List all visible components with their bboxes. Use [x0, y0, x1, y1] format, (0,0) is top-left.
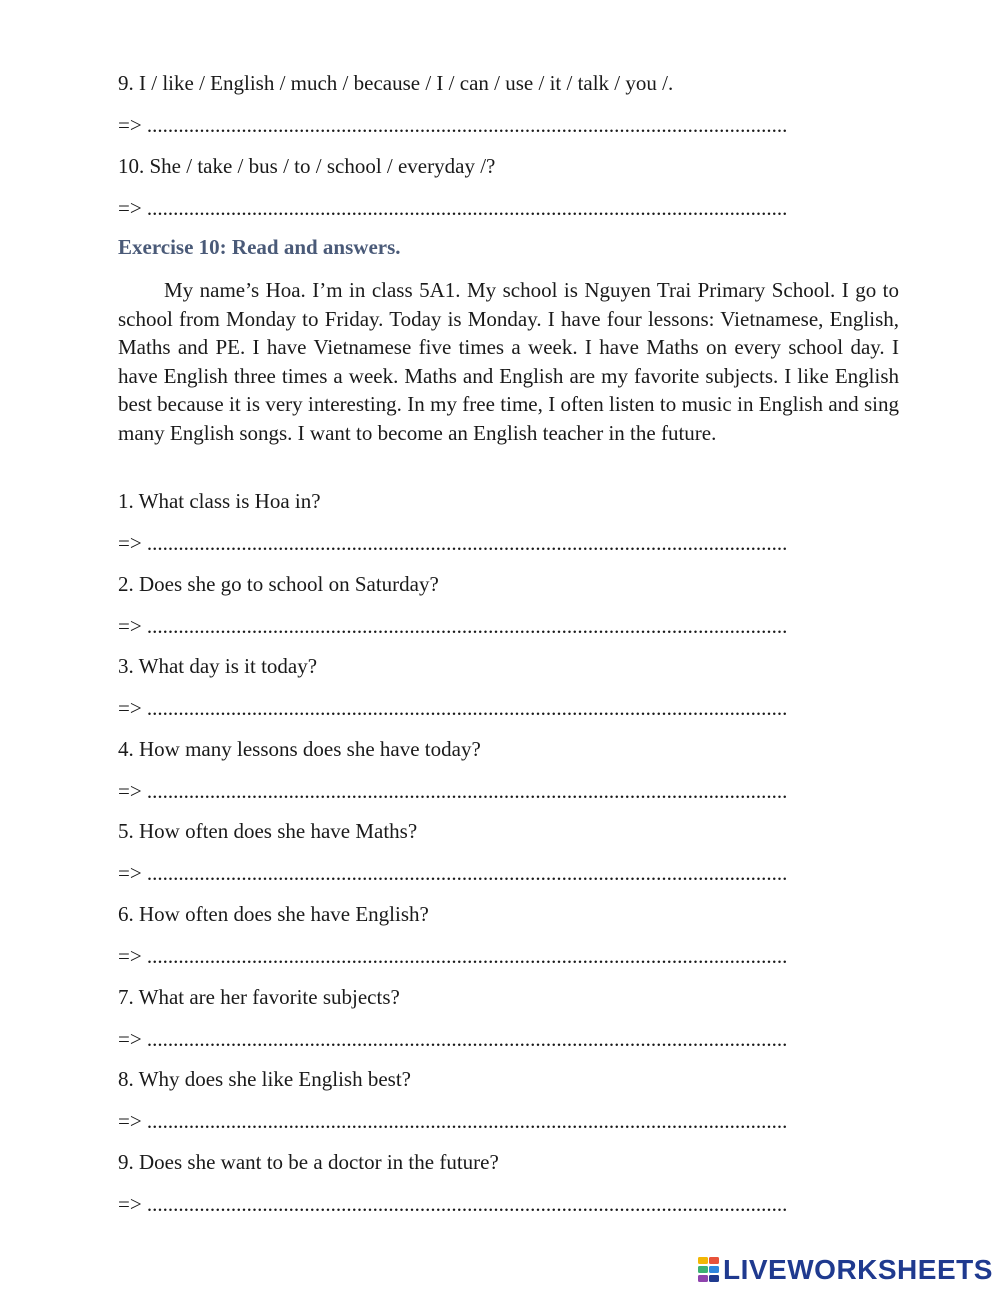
answer-line-9[interactable]: => .......................................................................................................................... [118, 1192, 788, 1216]
question-3: 3. What day is it today? [118, 654, 318, 678]
answer-line-prev-10[interactable]: => .......................................................................................................................... [118, 196, 788, 220]
prev-question-10: 10. She / take / bus / to / school / everyday /? [118, 154, 496, 178]
reading-passage: My name’s Hoa. I’m in class 5A1. My school is Nguyen Trai Primary School. I go to school from Monday to Friday. Today is Monday. I have four lessons: Vietnamese, English, Maths and PE. I have Vietnamese five times a week. I have Maths on every school day. I have English three times a week. Maths and English are my favorite subjects. I like English best because it is very interesting. In my free time, I often listen to music in English and sing many English songs. I want to become an English teacher in the future. [118, 278, 899, 445]
answer-line-3[interactable]: => .......................................................................................................................... [118, 696, 788, 720]
question-8: 8. Why does she like English best? [118, 1067, 411, 1091]
answer-line-8[interactable]: => .......................................................................................................................... [118, 1109, 788, 1133]
answer-line-4[interactable]: => .......................................................................................................................... [118, 779, 788, 803]
question-5: 5. How often does she have Maths? [118, 819, 418, 843]
question-4: 4. How many lessons does she have today? [118, 737, 481, 761]
prev-question-9: 9. I / like / English / much / because / I / can / use / it / talk / you /. [118, 71, 674, 95]
answer-line-7[interactable]: => .......................................................................................................................... [118, 1027, 788, 1051]
liveworksheets-logo[interactable] [698, 1255, 993, 1285]
answer-line-prev-9[interactable]: => .......................................................................................................................... [118, 113, 788, 137]
question-9: 9. Does she want to be a doctor in the future? [118, 1150, 499, 1174]
answer-line-6[interactable]: => .......................................................................................................................... [118, 944, 788, 968]
question-2: 2. Does she go to school on Saturday? [118, 572, 439, 596]
question-6: 6. How often does she have English? [118, 902, 429, 926]
answer-line-5[interactable]: => .......................................................................................................................... [118, 861, 788, 885]
answer-line-1[interactable]: => .......................................................................................................................... [118, 531, 788, 555]
liveworksheets-logo-icon [698, 1257, 720, 1283]
question-7: 7. What are her favorite subjects? [118, 985, 400, 1009]
exercise-title: Exercise 10: Read and answers. [118, 235, 401, 259]
answer-line-2[interactable]: => .......................................................................................................................... [118, 614, 788, 638]
question-1: 1. What class is Hoa in? [118, 489, 321, 513]
liveworksheets-brand-text: LIVEWORKSHEETS [723, 1254, 993, 1285]
